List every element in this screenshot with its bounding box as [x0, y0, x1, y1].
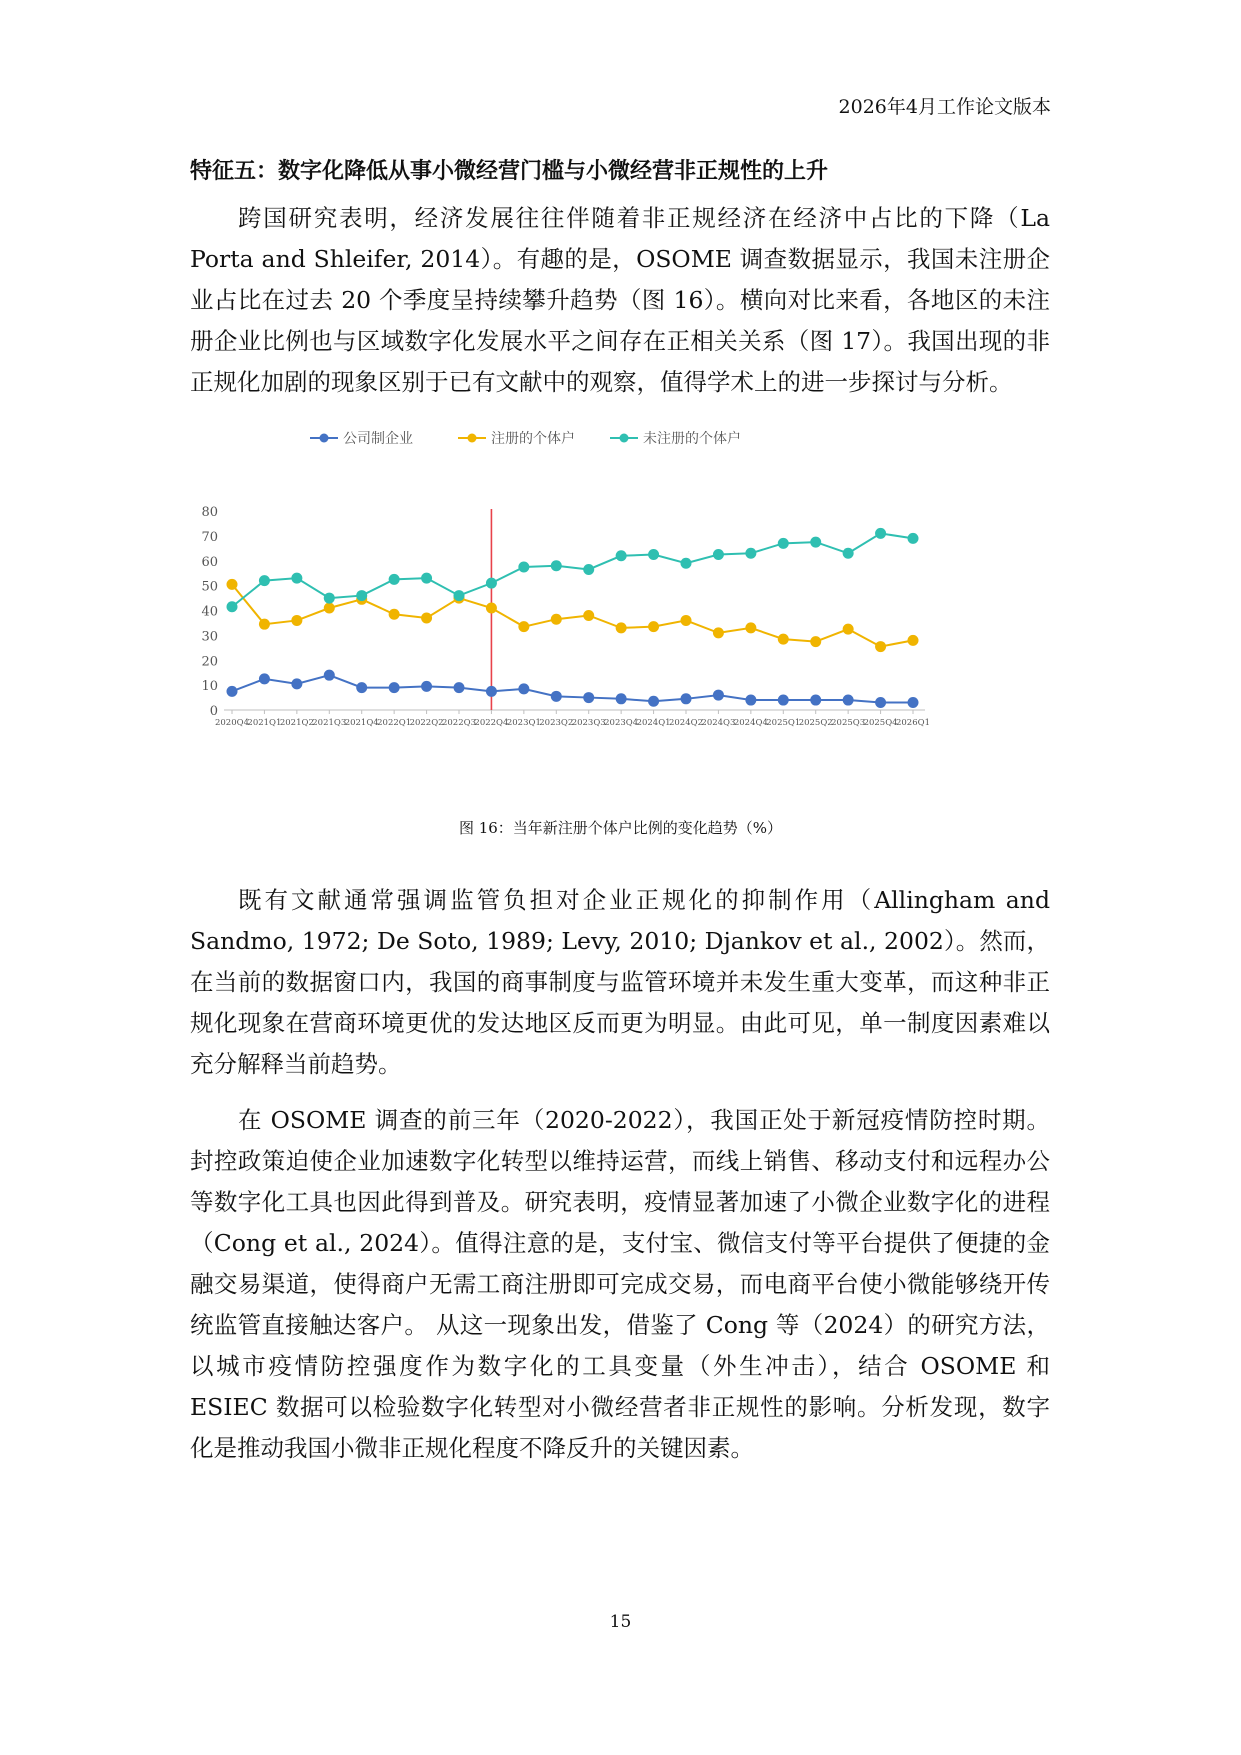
series-1-point — [778, 695, 789, 706]
running-head: 2026年4月工作论文版本 — [838, 96, 1051, 118]
series-2-point — [421, 612, 432, 623]
x-tick-label: 2021Q4 — [344, 718, 379, 728]
series-1-point — [681, 693, 692, 704]
series-1-point — [875, 697, 886, 708]
series-2-point — [810, 636, 821, 647]
series-3-point — [778, 538, 789, 549]
x-tick-label: 2023Q3 — [571, 718, 606, 728]
series-2-point — [583, 610, 594, 621]
series-3-point — [291, 573, 302, 584]
series-2-point — [551, 614, 562, 625]
page-number: 15 — [609, 1612, 632, 1632]
series-3-point — [518, 561, 529, 572]
legend-marker-1 — [320, 434, 329, 443]
y-tick-label: 30 — [201, 629, 218, 645]
series-3-point — [583, 564, 594, 575]
legend-label-3: 未注册的个体户 — [643, 431, 741, 447]
series-1-point — [291, 678, 302, 689]
x-tick-label: 2025Q2 — [798, 718, 833, 728]
series-3-point — [259, 575, 270, 586]
body-paragraph-1: 跨国研究表明，经济发展往往伴随着非正规经济在经济中占比的下降（La Porta and Shleifer, 2014）。有趣的是，OSOME 调查数据显示，我国未注册企业占比在过去 20 个季度呈持续攀升趋势（图 16）。横向对比来看，各地区的未注册企业比例也与区域数字化发展水平之间存在正相关关系（图 17）。我国出现的非正规化加剧的现象区别于已有文献中的观察，值得学术上的进一步探讨与分析。 — [190, 204, 1050, 396]
y-tick-label: 20 — [201, 654, 218, 670]
x-tick-label: 2026Q1 — [895, 718, 931, 728]
x-tick-label: 2023Q1 — [506, 718, 541, 728]
series-2-point — [713, 627, 724, 638]
x-tick-label: 2022Q4 — [474, 718, 509, 728]
y-tick-label: 60 — [201, 554, 218, 570]
series-2-point — [778, 634, 789, 645]
x-tick-label: 2024Q3 — [701, 718, 736, 728]
series-3-point — [421, 573, 432, 584]
series-2-point — [745, 622, 756, 633]
series-2-point — [843, 624, 854, 635]
line-chart-svg — [190, 431, 1050, 780]
x-tick-label: 2022Q2 — [409, 718, 444, 728]
series-1-point — [616, 693, 627, 704]
x-tick-label: 2021Q2 — [279, 718, 314, 728]
series-1-point — [454, 682, 465, 693]
legend-marker-2 — [468, 434, 477, 443]
x-tick-label: 2022Q3 — [441, 718, 477, 728]
y-tick-label: 50 — [201, 579, 218, 595]
series-1-point — [810, 695, 821, 706]
series-3-point — [681, 558, 692, 569]
x-tick-label: 2025Q3 — [831, 718, 866, 728]
series-2-point — [875, 641, 886, 652]
x-tick-label: 2024Q2 — [668, 718, 704, 728]
series-3-point — [486, 578, 497, 589]
series-2-point — [518, 621, 529, 632]
x-tick-label: 2021Q1 — [247, 718, 282, 728]
x-tick-label: 2025Q1 — [766, 718, 801, 728]
legend-marker-3 — [620, 434, 629, 443]
x-tick-label: 2023Q2 — [539, 718, 574, 728]
x-tick-label: 2021Q3 — [312, 718, 347, 728]
series-3-point — [389, 574, 400, 585]
series-2-point — [648, 621, 659, 632]
series-1-point — [486, 686, 497, 697]
series-1-point — [227, 686, 238, 697]
series-3-point — [843, 548, 854, 559]
x-tick-label: 2023Q4 — [604, 718, 639, 728]
series-1-point — [908, 697, 919, 708]
series-3-point — [551, 560, 562, 571]
series-1-point — [356, 682, 367, 693]
series-3-point — [648, 549, 659, 560]
series-3-point — [227, 601, 238, 612]
series-2-point — [616, 622, 627, 633]
legend-label-2: 注册的个体户 — [491, 431, 575, 447]
figure-caption: 图 16：当年新注册个体户比例的变化趋势（%） — [458, 819, 783, 837]
series-3-point — [454, 590, 465, 601]
series-3-point — [908, 533, 919, 544]
series-1-point — [648, 696, 659, 707]
y-tick-label: 40 — [201, 604, 218, 620]
body-paragraph-3: 在 OSOME 调查的前三年（2020-2022），我国正处于新冠疫情防控时期。封控政策迫使企业加速数字化转型以维持运营，而线上销售、移动支付和远程办公等数字化工具也因此得到普及。研究表明，疫情显著加速了小微企业数字化的进程（Cong et al., 2024）。值得注意的是，支付宝、微信支付等平台提供了便捷的金融交易渠道，使得商户无需工商注册即可完成交易，而电商平台使小微能够绕开传统监管直接触达客户。 从这一现象出发，借鉴了 Cong 等（2024）的研究方法，以城市疫情防控强度作为数字化的工具变量（外生冲击），结合 OSOME 和 ESIEC 数据可以检验数字化转型对小微经营者非正规性的影响。分析发现，数字化是推动我国小微非正规化程度不降反升的关键因素。 — [190, 1106, 1050, 1462]
series-3-point — [324, 593, 335, 604]
series-3-point — [875, 528, 886, 539]
figure-16-chart — [190, 431, 1050, 780]
series-3-point — [356, 590, 367, 601]
series-1-point — [324, 670, 335, 681]
series-1-point — [389, 682, 400, 693]
series-1-point — [713, 690, 724, 701]
section-heading: 特征五：数字化降低从事小微经营门槛与小微经营非正规性的上升 — [190, 159, 829, 184]
series-1-point — [421, 681, 432, 692]
x-tick-label: 2022Q1 — [377, 718, 412, 728]
series-2-point — [259, 619, 270, 630]
series-2-point — [486, 603, 497, 614]
series-3-point — [713, 549, 724, 560]
series-1-point — [259, 673, 270, 684]
series-2-point — [291, 615, 302, 626]
series-2-point — [389, 609, 400, 620]
body-paragraph-2: 既有文献通常强调监管负担对企业正规化的抑制作用（Allingham and Sandmo, 1972; De Soto, 1989; Levy, 2010; Djankov et al., 2002）。然而，在当前的数据窗口内，我国的商事制度与监管环境并未发生重大变革，而这种非正规化现象在营商环境更优的发达地区反而更为明显。由此可见，单一制度因素难以充分解释当前趋势。 — [190, 886, 1050, 1078]
series-3-point — [810, 537, 821, 548]
legend-label-1: 公司制企业 — [343, 431, 413, 447]
series-1-point — [745, 695, 756, 706]
series-2-point — [227, 579, 238, 590]
y-tick-label: 70 — [201, 529, 218, 545]
series-3-point — [616, 550, 627, 561]
series-1-point — [843, 695, 854, 706]
series-2-point — [681, 615, 692, 626]
series-line-2 — [232, 584, 913, 646]
series-1-point — [518, 683, 529, 694]
x-tick-label: 2020Q4 — [214, 718, 250, 728]
x-tick-label: 2025Q4 — [863, 718, 898, 728]
y-tick-label: 0 — [209, 704, 218, 719]
series-1-point — [583, 692, 594, 703]
x-tick-label: 2024Q4 — [733, 718, 768, 728]
series-2-point — [908, 635, 919, 646]
x-tick-label: 2024Q1 — [636, 718, 671, 728]
series-1-point — [551, 691, 562, 702]
y-tick-label: 80 — [201, 505, 218, 520]
series-2-point — [324, 603, 335, 614]
y-tick-label: 10 — [201, 679, 218, 695]
series-3-point — [745, 548, 756, 559]
